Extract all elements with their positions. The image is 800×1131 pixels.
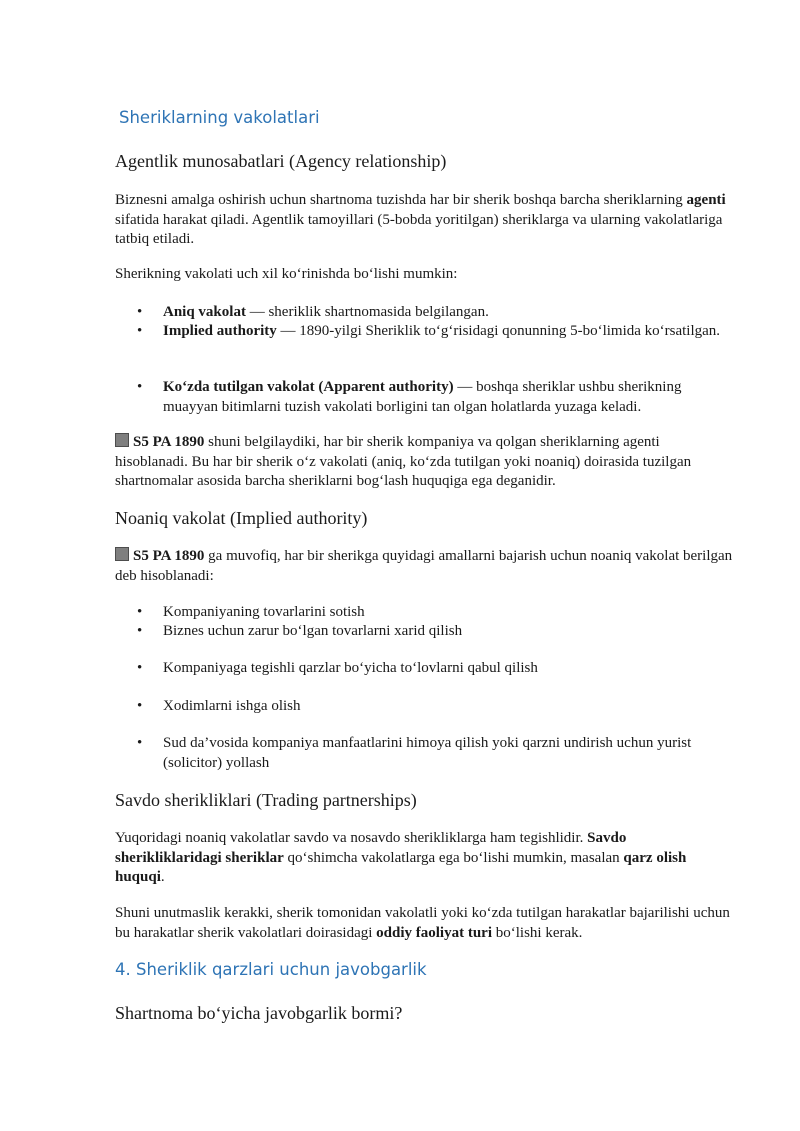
- list-item: • Kompaniyaga tegishli qarzlar bo‘yicha to‘lovlarni qabul qilish: [115, 659, 735, 679]
- bullet-icon: •: [137, 623, 143, 639]
- subheading-implied-authority: Noaniq vakolat (Implied authority): [115, 508, 368, 528]
- list-item: • Sud da’vosida kompaniya manfaatlarini himoya qilish yoki qarzni undirish uchun yurist (solicitor) yollash: [137, 735, 692, 771]
- paragraph-s5-agents: S5 PA 1890 shuni belgilaydiki, har bir sherik kompaniya va qolgan sheriklarning agenti hisoblanadi. Bu har bir sherik o‘z vakolati (aniq, ko‘zda tutilgan yoki noaniq) doirasida tuzilgan shartnomalar asosida barcha sheriklarni bog‘lash huquqiga ega deganidir.: [115, 434, 692, 489]
- paragraph-authority-types: Sherikning vakolati uch xil ko‘rinishda bo‘lishi mumkin:: [115, 266, 458, 282]
- list-item: • Biznes uchun zarur bo‘lgan tovarlarni xarid qilish: [115, 622, 735, 642]
- paragraph-agency-intro: Biznesni amalga oshirish uchun shartnoma tuzishda har bir sherik boshqa barcha sheriklarning agenti sifatida harakat qiladi. Agentlik tamoyillari (5-bobda yoritilgan) sheriklarga va ularning vakolatlariga tatbiq etiladi.: [115, 192, 726, 247]
- bullet-icon: •: [137, 698, 143, 714]
- paragraph-ordinary-course: Shuni unutmaslik kerakki, sherik tomonidan vakolatli yoki ko‘zda tutilgan harakatlar bajarilishi uchun bu harakatlar sherik vakolatlari doirasidagi oddiy faoliyat turi bo‘lishi kerak.: [115, 905, 730, 941]
- section-heading-liability: 4. Sheriklik qarzlari uchun javobgarlik: [115, 960, 427, 979]
- list-item: • Ko‘zda tutilgan vakolat (Apparent authority) — boshqa sheriklar ushbu sherikning muayyan bitimlarni tuzish vakolati borligini tan olgan holatlarda yuzaga keladi.: [137, 379, 682, 415]
- subheading-contract-liability: Shartnoma bo‘yicha javobgarlik bormi?: [115, 1003, 403, 1023]
- bullet-icon: •: [137, 660, 143, 676]
- list-item: • Aniq vakolat — sheriklik shartnomasida belgilangan.: [115, 303, 735, 323]
- bullet-icon: •: [137, 604, 143, 620]
- list-item: • Kompaniyaning tovarlarini sotish: [115, 603, 735, 623]
- list-item: • Xodimlarni ishga olish: [115, 697, 735, 717]
- grey-square-icon: [115, 433, 129, 447]
- subheading-trading-partnerships: Savdo sherikliklari (Trading partnerships): [115, 790, 417, 810]
- bullet-icon: •: [137, 735, 143, 751]
- bullet-icon: •: [137, 304, 143, 320]
- paragraph-s5-implied: S5 PA 1890 ga muvofiq, har bir sherikga quyidagi amallarni bajarish uchun noaniq vakolat berilgan deb hisoblanadi:: [115, 548, 733, 584]
- subheading-agency: Agentlik munosabatlari (Agency relationship): [115, 151, 447, 171]
- paragraph-trading-powers: Yuqoridagi noaniq vakolatlar savdo va nosavdo sherikliklarga ham tegishlidir. Savdo sherikliklaridagi sheriklar qo‘shimcha vakolatlarga ega bo‘lishi mumkin, masalan qarz olish huquqi.: [115, 830, 687, 885]
- grey-square-icon: [115, 547, 129, 561]
- bullet-icon: •: [137, 323, 143, 339]
- section-heading-partner-powers: Sheriklarning vakolatlari: [119, 108, 320, 127]
- list-item: • Implied authority — 1890-yilgi Sheriklik to‘g‘risidagi qonunning 5-bo‘limida ko‘rsatilgan.: [115, 322, 735, 342]
- bullet-icon: •: [137, 379, 143, 395]
